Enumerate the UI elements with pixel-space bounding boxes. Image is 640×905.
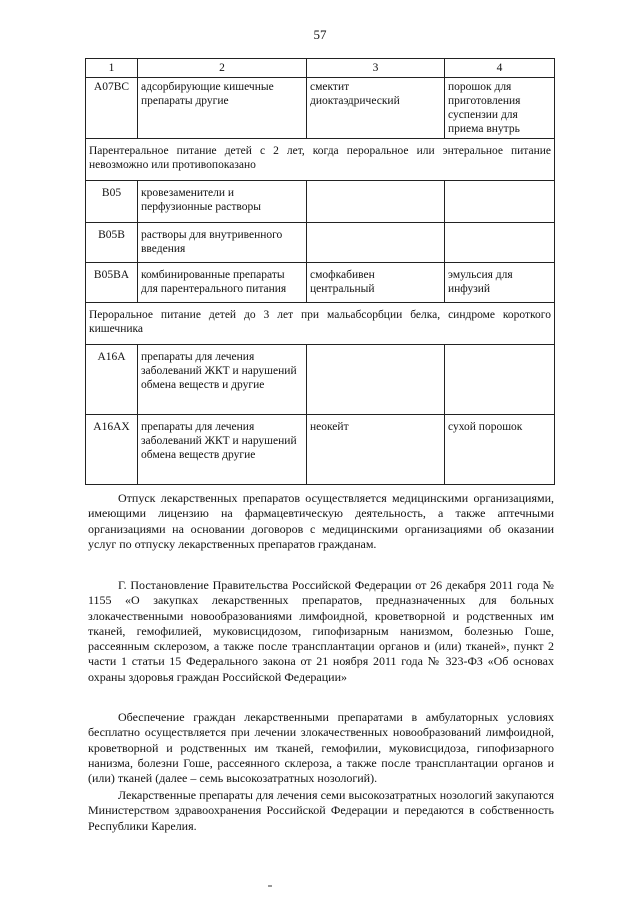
drug-name bbox=[307, 345, 445, 415]
page-mark bbox=[268, 885, 272, 887]
dosage-form: эмульсия для инфузий bbox=[445, 263, 555, 303]
table-row bbox=[86, 345, 555, 415]
section-row bbox=[86, 303, 555, 345]
dosage-form: порошок для приготовления суспензии для приема внутрь bbox=[445, 78, 555, 139]
section-heading: Парентеральное питание детей с 2 лет, когда пероральное или энтеральное питание невозможно или противопоказано bbox=[86, 139, 555, 181]
paragraph-resolution: Г. Постановление Правительства Российской Федерации от 26 декабря 2011 года № 1155 «О закупках лекарственных препаратов, предназначенных для больных злокачественными новообразованиями лимфоидной, кроветворной и родственных им тканей, гемофилией, муковисцидозом, гипофизарным нанизмом, болезнью Гоше, рассеянным склерозом, а также после трансплантации органов и (или) тканей», пункт 2 части 1 статьи 15 Федерального закона от 21 ноября 2011 года № 323-ФЗ «Об основах охраны здоровья граждан Российской Федерации» bbox=[88, 578, 554, 684]
drug-group: адсорбирующие кишечные препараты другие bbox=[138, 78, 307, 139]
drug-name: смектит диоктаэдрический bbox=[307, 78, 445, 139]
paragraph-provision: Обеспечение граждан лекарственными препаратами в амбулаторных условиях бесплатно осуществляется при лечении злокачественных новообразований лимфоидной, кроветворной и родственных им тканей, гемофилии, муковисцидоза, гипофизарного нанизма, болезни Гоше, рассеянного склероза, а также после трансплантации органов и (или) тканей (далее – семь высокозатратных нозологий). bbox=[88, 710, 554, 786]
table-row bbox=[86, 415, 555, 485]
dosage-form: сухой порошок bbox=[445, 415, 555, 485]
table-row bbox=[86, 78, 555, 139]
atc-code: B05 bbox=[86, 181, 138, 223]
drug-table bbox=[85, 58, 555, 485]
drug-group: комбинированные препараты для парентерального питания bbox=[138, 263, 307, 303]
dosage-form bbox=[445, 345, 555, 415]
drug-name: смофкабивен центральный bbox=[307, 263, 445, 303]
drug-group: растворы для внутривенного введения bbox=[138, 223, 307, 263]
drug-name bbox=[307, 223, 445, 263]
table-header-row bbox=[86, 59, 555, 78]
column-header: 2 bbox=[138, 59, 307, 78]
drug-group: кровезаменители и перфузионные растворы bbox=[138, 181, 307, 223]
paragraph-dispensing: Отпуск лекарственных препаратов осуществляется медицинскими организациями, имеющими лицензию на фармацевтическую деятельность, а также аптечными организациями на основании договоров с медицинскими организациями об оказании услуг по отпуску лекарственных препаратов гражданам. bbox=[88, 491, 554, 551]
drug-group: препараты для лечения заболеваний ЖКТ и нарушений обмена веществ другие bbox=[138, 415, 307, 485]
atc-code: B05BA bbox=[86, 263, 138, 303]
section-row bbox=[86, 139, 555, 181]
table-row bbox=[86, 263, 555, 303]
paragraph-procurement: Лекарственные препараты для лечения семи высокозатратных нозологий закупаются Министерством здравоохранения Российской Федерации и передаются в собственность Республики Карелия. bbox=[88, 788, 554, 833]
table-row bbox=[86, 223, 555, 263]
page-number: 57 bbox=[313, 27, 327, 42]
dosage-form bbox=[445, 181, 555, 223]
atc-code: A16AX bbox=[86, 415, 138, 485]
drug-group: препараты для лечения заболеваний ЖКТ и нарушений обмена веществ и другие bbox=[138, 345, 307, 415]
dosage-form bbox=[445, 223, 555, 263]
atc-code: A16A bbox=[86, 345, 138, 415]
atc-code: B05B bbox=[86, 223, 138, 263]
section-heading: Пероральное питание детей до 3 лет при мальабсорбции белка, синдроме короткого кишечника bbox=[86, 303, 555, 345]
drug-name bbox=[307, 181, 445, 223]
table-row bbox=[86, 181, 555, 223]
column-header: 4 bbox=[445, 59, 555, 78]
atc-code: A07BC bbox=[86, 78, 138, 139]
column-header: 3 bbox=[307, 59, 445, 78]
column-header: 1 bbox=[86, 59, 138, 78]
drug-name: неокейт bbox=[307, 415, 445, 485]
